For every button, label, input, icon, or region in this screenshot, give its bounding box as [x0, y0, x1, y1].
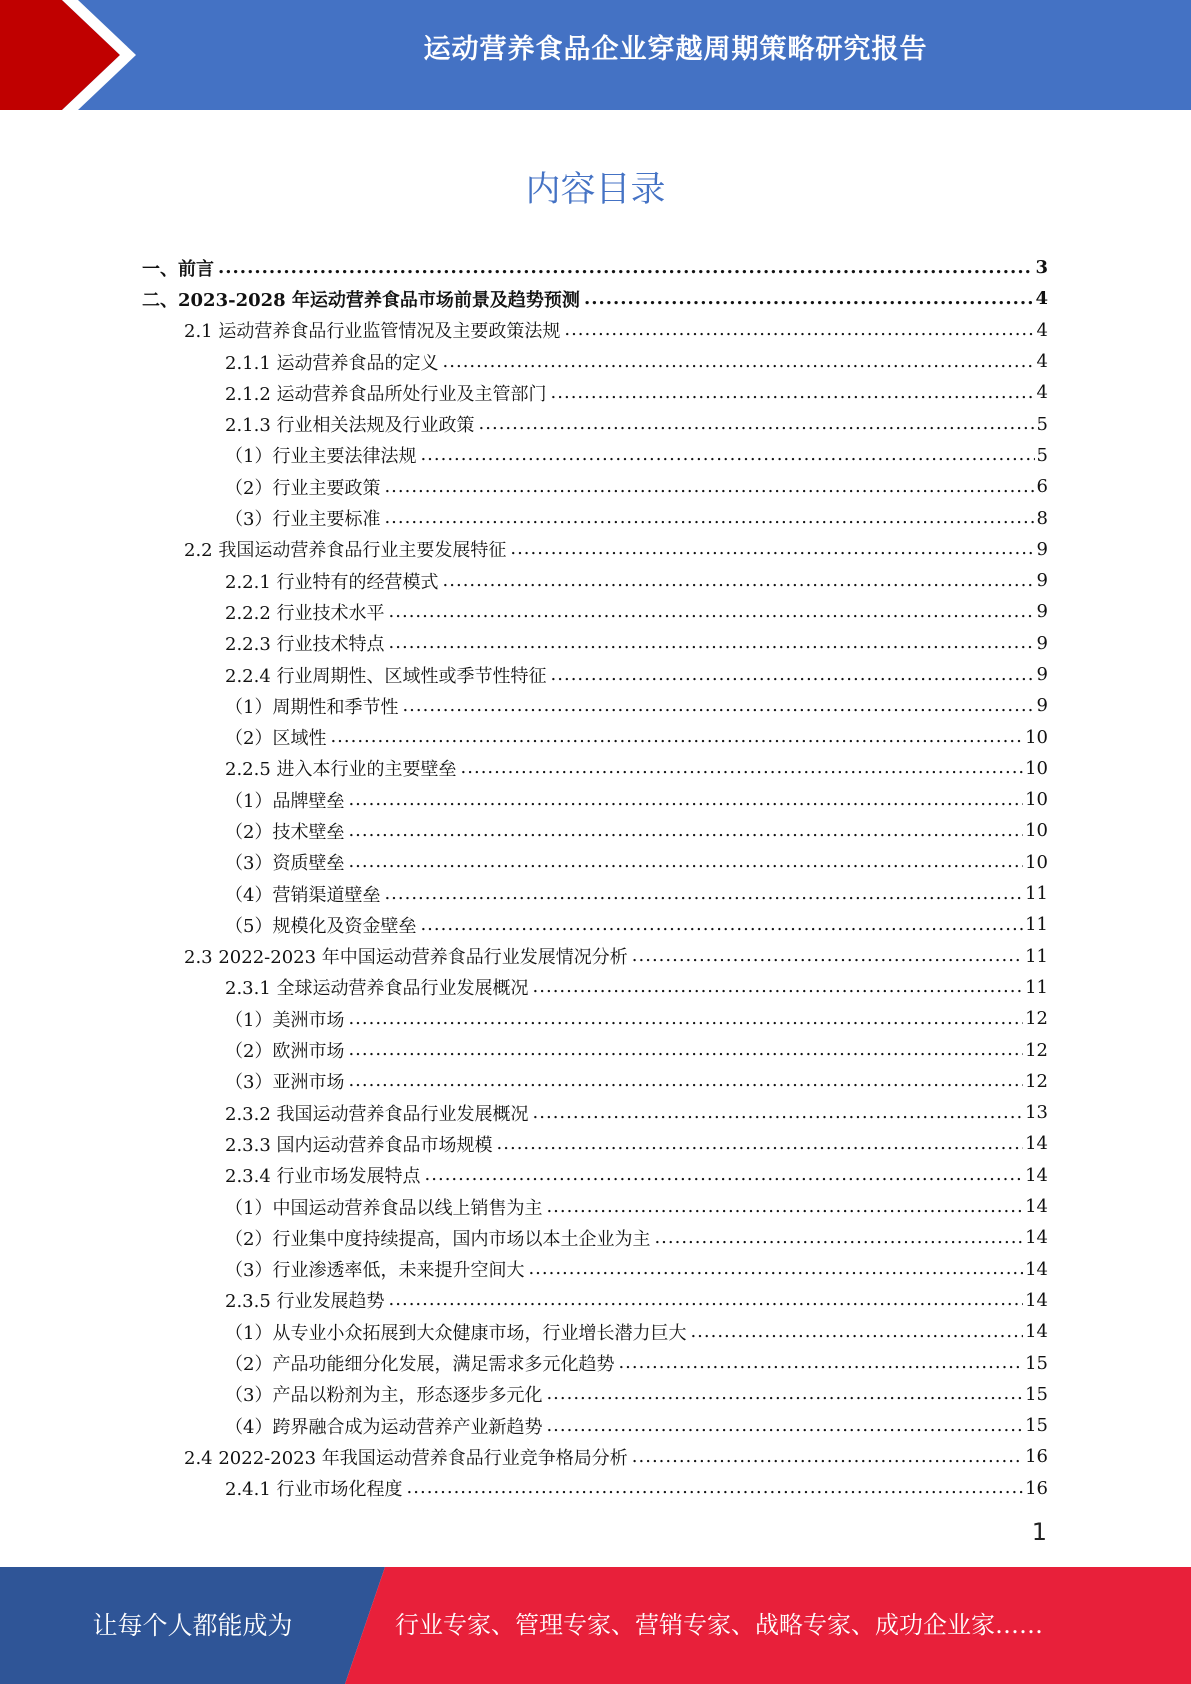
toc-entry[interactable] [142, 659, 1048, 690]
toc-entry-page: 10 [1025, 851, 1048, 873]
toc-entry-page: 8 [1036, 507, 1048, 529]
toc-entry[interactable] [142, 815, 1048, 846]
toc-entry-label: （1）行业主要法律法规 [225, 442, 420, 468]
toc-entry-page: 12 [1025, 1039, 1048, 1061]
toc-dot-leader [546, 1197, 1023, 1217]
toc-dot-leader [654, 1228, 1023, 1248]
toc-dot-leader [533, 977, 1024, 997]
toc-entry-page: 11 [1025, 945, 1048, 967]
toc-dot-leader [443, 571, 1035, 591]
toc-dot-leader [533, 1103, 1024, 1123]
toc-entry[interactable] [142, 596, 1048, 627]
toc-dot-leader [551, 665, 1035, 685]
toc-entry-label: （3）资质壁垒 [225, 849, 348, 875]
toc-entry-label: 2.1 运动营养食品行业监管情况及主要政策法规 [184, 317, 564, 343]
toc-dot-leader [584, 289, 1034, 309]
toc-entry[interactable] [142, 1441, 1048, 1472]
toc-dot-leader [551, 383, 1035, 403]
toc-entry-page: 14 [1025, 1321, 1048, 1343]
toc-dot-leader [389, 602, 1035, 622]
toc-entry-label: 2.4 2022-2023 年我国运动营养食品行业竞争格局分析 [184, 1444, 632, 1470]
toc-entry[interactable] [142, 534, 1048, 565]
toc-dot-leader [420, 445, 1034, 465]
toc-entry-page: 14 [1025, 1289, 1048, 1311]
toc-entry-page: 4 [1036, 351, 1048, 373]
toc-entry[interactable] [142, 1285, 1048, 1316]
toc-entry-label: 二、2023-2028 年运动营养食品市场前景及趋势预测 [142, 286, 584, 312]
toc-entry[interactable] [142, 1066, 1048, 1097]
toc-entry-page: 9 [1036, 632, 1048, 654]
toc-entry-page: 4 [1035, 288, 1048, 310]
toc-entry[interactable] [142, 1410, 1048, 1441]
toc-entry-page: 14 [1025, 1133, 1048, 1155]
toc-entry-label: （2）行业主要政策 [225, 474, 384, 500]
toc-entry[interactable] [142, 1316, 1048, 1347]
toc-entry[interactable] [142, 721, 1048, 752]
toc-entry-page: 5 [1036, 413, 1048, 435]
toc-entry-label: （4）营销渠道壁垒 [225, 881, 384, 907]
toc-entry[interactable] [142, 1222, 1048, 1253]
toc-entry[interactable] [142, 1254, 1048, 1285]
toc-title: 内容目录 [525, 170, 666, 210]
toc-entry-label: 2.2.4 行业周期性、区域性或季节性特征 [225, 662, 551, 688]
toc-entry[interactable] [142, 1034, 1048, 1065]
toc-entry[interactable] [142, 377, 1048, 408]
toc-dot-leader [402, 696, 1034, 716]
footer-slogan-right: 行业专家、管理专家、营销专家、战略专家、成功企业家…… [395, 1611, 1043, 1639]
toc-entry-page: 16 [1025, 1477, 1048, 1499]
toc-dot-leader [479, 414, 1035, 434]
toc-entry[interactable] [142, 440, 1048, 471]
toc-dot-leader [690, 1322, 1023, 1342]
toc-dot-leader [348, 852, 1023, 872]
toc-dot-leader [564, 320, 1034, 340]
toc-dot-leader [389, 633, 1035, 653]
toc-entry-page: 10 [1025, 789, 1048, 811]
toc-entry[interactable] [142, 1097, 1048, 1128]
toc-entry[interactable] [142, 252, 1048, 283]
page-header [0, 0, 1191, 110]
toc-dot-leader [384, 508, 1034, 528]
toc-entry-label: （1）从专业小众拓展到大众健康市场，行业增长潜力巨大 [225, 1319, 690, 1345]
toc-entry[interactable] [142, 1379, 1048, 1410]
toc-dot-leader [348, 821, 1023, 841]
page-number: 1 [1031, 1518, 1047, 1546]
toc-entry-page: 12 [1025, 1070, 1048, 1092]
toc-dot-leader [348, 1040, 1023, 1060]
toc-entry-label: 2.3.5 行业发展趋势 [225, 1287, 389, 1313]
toc-entry-page: 16 [1025, 1446, 1048, 1468]
toc-entry-page: 15 [1025, 1383, 1048, 1405]
toc-entry[interactable] [142, 784, 1048, 815]
toc-dot-leader [389, 1290, 1024, 1310]
toc-entry-page: 14 [1025, 1227, 1048, 1249]
toc-dot-leader [407, 1478, 1024, 1498]
toc-dot-leader [546, 1416, 1023, 1436]
toc-dot-leader [510, 539, 1034, 559]
toc-entry-page: 9 [1036, 570, 1048, 592]
toc-entry-label: （1）周期性和季节性 [225, 693, 402, 719]
toc-dot-leader [330, 727, 1023, 747]
toc-entry-label: （3）亚洲市场 [225, 1068, 348, 1094]
toc-entry[interactable] [142, 1473, 1048, 1504]
toc-entry-page: 9 [1036, 538, 1048, 560]
toc-entry-label: 2.3 2022-2023 年中国运动营养食品行业发展情况分析 [184, 943, 632, 969]
toc-entry-page: 9 [1036, 695, 1048, 717]
toc-entry-label: 2.3.1 全球运动营养食品行业发展概况 [225, 974, 533, 1000]
toc-entry-label: （3）产品以粉剂为主，形态逐步多元化 [225, 1381, 546, 1407]
toc-entry[interactable] [142, 283, 1048, 314]
toc-dot-leader [425, 1165, 1024, 1185]
page-footer [0, 1567, 1191, 1684]
toc-entry-label: 一、前言 [142, 255, 218, 281]
toc-entry-label: 2.3.3 国内运动营养食品市场规模 [225, 1131, 497, 1157]
toc-entry[interactable] [142, 1128, 1048, 1159]
toc-entry-label: （2）产品功能细分化发展，满足需求多元化趋势 [225, 1350, 618, 1376]
toc-dot-leader [461, 758, 1024, 778]
toc-entry-label: （2）区域性 [225, 724, 330, 750]
toc-dot-leader [632, 1447, 1023, 1467]
toc-entry-page: 11 [1025, 976, 1048, 998]
toc-entry-label: （2）欧洲市场 [225, 1037, 348, 1063]
toc-entry-page: 12 [1025, 1008, 1048, 1030]
toc-entry-label: 2.2.1 行业特有的经营模式 [225, 568, 443, 594]
toc-dot-leader [348, 790, 1023, 810]
toc-entry[interactable] [142, 471, 1048, 502]
toc-entry-page: 5 [1036, 444, 1048, 466]
toc-entry-label: （5）规模化及资金壁垒 [225, 912, 420, 938]
toc-dot-leader [528, 1259, 1023, 1279]
toc-entry[interactable] [142, 909, 1048, 940]
toc-dot-leader [443, 352, 1035, 372]
footer-slogan-left: 让每个人都能成为 [92, 1611, 293, 1640]
toc-entry[interactable] [142, 753, 1048, 784]
toc-entry-label: （2）行业集中度持续提高，国内市场以本土企业为主 [225, 1225, 654, 1251]
toc-dot-leader [632, 946, 1023, 966]
toc-entry-label: （1）品牌壁垒 [225, 787, 348, 813]
toc-entry-label: （3）行业渗透率低，未来提升空间大 [225, 1256, 528, 1282]
toc-entry[interactable] [142, 628, 1048, 659]
toc-entry-label: （3）行业主要标准 [225, 505, 384, 531]
toc-entry-page: 14 [1025, 1258, 1048, 1280]
toc-entry-page: 10 [1025, 757, 1048, 779]
toc-entry-label: 2.2.2 行业技术水平 [225, 599, 389, 625]
toc-entry-page: 15 [1025, 1352, 1048, 1374]
toc-entry[interactable] [142, 565, 1048, 596]
toc-entry[interactable] [142, 878, 1048, 909]
toc-entry-page: 13 [1025, 1102, 1048, 1124]
table-of-contents [142, 252, 1048, 1504]
toc-entry-page: 10 [1025, 726, 1048, 748]
toc-entry[interactable] [142, 346, 1048, 377]
toc-dot-leader [497, 1134, 1024, 1154]
toc-entry-label: （2）技术壁垒 [225, 818, 348, 844]
toc-entry[interactable] [142, 1160, 1048, 1191]
toc-entry[interactable] [142, 972, 1048, 1003]
toc-entry-label: （1）美洲市场 [225, 1006, 348, 1032]
toc-entry-page: 9 [1036, 601, 1048, 623]
toc-entry-label: （1）中国运动营养食品以线上销售为主 [225, 1194, 546, 1220]
toc-entry-page: 15 [1025, 1415, 1048, 1437]
toc-entry-label: 2.2.5 进入本行业的主要壁垒 [225, 755, 461, 781]
toc-dot-leader [348, 1071, 1023, 1091]
toc-entry[interactable] [142, 847, 1048, 878]
toc-entry-label: 2.2.3 行业技术特点 [225, 630, 389, 656]
toc-entry-label: 2.3.4 行业市场发展特点 [225, 1162, 425, 1188]
toc-entry-page: 9 [1036, 664, 1048, 685]
toc-entry-page: 14 [1025, 1164, 1048, 1186]
toc-entry[interactable] [142, 1191, 1048, 1222]
header-chevron-icon [0, 0, 150, 110]
toc-entry-page: 14 [1025, 1196, 1048, 1218]
header-title: 运动营养食品企业穿越周期策略研究报告 [423, 34, 928, 65]
toc-entry[interactable] [142, 408, 1048, 439]
toc-dot-leader [384, 477, 1034, 497]
toc-entry-label: 2.4.1 行业市场化程度 [225, 1475, 407, 1501]
toc-entry[interactable] [142, 502, 1048, 533]
toc-dot-leader [384, 884, 1023, 904]
toc-entry-page: 10 [1025, 820, 1048, 842]
toc-entry-label: （4）跨界融合成为运动营养产业新趋势 [225, 1413, 546, 1439]
toc-entry-page: 11 [1025, 914, 1048, 936]
toc-entry[interactable] [142, 941, 1048, 972]
toc-entry-label: 2.1.1 运动营养食品的定义 [225, 349, 443, 375]
toc-dot-leader [348, 1009, 1023, 1029]
toc-entry-page: 4 [1036, 319, 1048, 341]
toc-entry-page: 6 [1036, 476, 1048, 498]
toc-dot-leader [420, 915, 1023, 935]
toc-entry[interactable] [142, 1347, 1048, 1378]
toc-entry-label: 2.1.3 行业相关法规及行业政策 [225, 411, 479, 437]
toc-entry[interactable] [142, 690, 1048, 721]
toc-entry-label: 2.3.2 我国运动营养食品行业发展概况 [225, 1100, 533, 1126]
toc-dot-leader [546, 1384, 1023, 1404]
toc-entry-page: 11 [1025, 883, 1048, 905]
toc-entry-page: 4 [1036, 382, 1048, 404]
toc-entry[interactable] [142, 1003, 1048, 1034]
toc-dot-leader [218, 258, 1033, 278]
toc-entry-label: 2.1.2 运动营养食品所处行业及主管部门 [225, 380, 551, 406]
toc-dot-leader [618, 1353, 1023, 1373]
toc-entry[interactable] [142, 315, 1048, 346]
toc-entry-label: 2.2 我国运动营养食品行业主要发展特征 [184, 536, 510, 562]
toc-entry-page: 3 [1035, 257, 1048, 279]
